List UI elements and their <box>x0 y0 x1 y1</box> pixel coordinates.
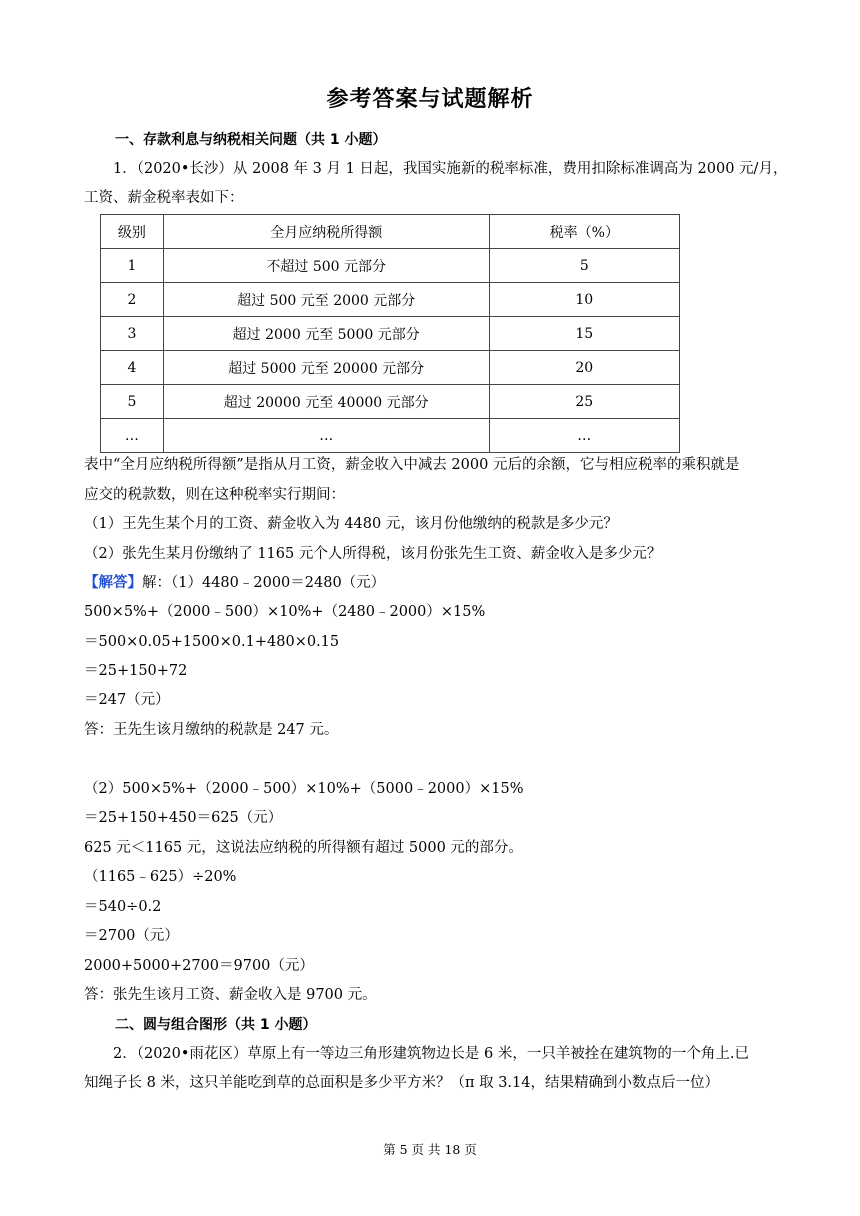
answer-line-8: ＝25+150+450＝625（元） <box>84 810 283 826</box>
table-cell: 3 <box>101 317 164 351</box>
table-cell: … <box>101 419 164 453</box>
table-row <box>101 385 680 419</box>
tax-rate-table <box>100 214 680 453</box>
table-cell: 5 <box>101 385 164 419</box>
answer-line-3: ＝500×0.05+1500×0.1+480×0.15 <box>84 634 340 650</box>
section-heading-2: 二、圆与组合图形（共 1 小题） <box>115 1017 317 1033</box>
section-heading-1: 一、存款利息与纳税相关问题（共 1 小题） <box>115 132 387 148</box>
answer-tag: 【解答】 <box>84 574 142 591</box>
answer-line-11: ＝540÷0.2 <box>84 899 162 915</box>
table-cell: 超过 20000 元至 40000 元部分 <box>163 385 489 419</box>
table-cell: 15 <box>489 317 679 351</box>
answer-line-5: ＝247（元） <box>84 692 170 708</box>
table-cell: 超过 2000 元至 5000 元部分 <box>163 317 489 351</box>
table-header-cell: 全月应纳税所得额 <box>163 215 489 249</box>
answer-line-12: ＝2700（元） <box>84 928 179 944</box>
page-title: 参考答案与试题解析 <box>326 87 534 112</box>
table-cell: 5 <box>489 249 679 283</box>
answer-line-10: （1165﹣625）÷20% <box>84 869 237 885</box>
table-cell: … <box>489 419 679 453</box>
table-row <box>101 283 680 317</box>
table-row <box>101 419 680 453</box>
answer-line-1 <box>84 573 385 593</box>
table-description-line-1: 表中“全月应纳税所得额”是指从月工资，薪金收入中减去 2000 元后的余额，它与相应税率的乘积就是 <box>84 457 740 473</box>
table-description-line-2: 应交的税款数，则在这种税率实行期间： <box>84 487 345 503</box>
table-cell: 2 <box>101 283 164 317</box>
table-cell: 超过 500 元至 2000 元部分 <box>163 283 489 317</box>
table-row <box>101 317 680 351</box>
page-footer: 第 5 页 共 18 页 <box>383 1142 477 1157</box>
sub-question-2: （2）张先生某月份缴纳了 1165 元个人所得税，该月份张先生工资、薪金收入是多少元？ <box>84 546 662 562</box>
answer-text: 解：（1）4480﹣2000＝2480（元） <box>142 575 386 591</box>
table-header-cell: 税率（%） <box>489 215 679 249</box>
question-2-line-1: 2．（2020•雨花区）草原上有一等边三角形建筑物边长是 6 米，一只羊被拴在建筑物的一个角上.已 <box>113 1046 749 1062</box>
question-1-line-1: 1．（2020•长沙）从 2008 年 3 月 1 日起，我国实施新的税率标准，费用扣除标准调高为 2000 元/月， <box>113 161 788 177</box>
table-cell: 超过 5000 元至 20000 元部分 <box>163 351 489 385</box>
table-cell: … <box>163 419 489 453</box>
table-row <box>101 249 680 283</box>
question-1-line-2: 工资、薪金税率表如下： <box>84 190 244 206</box>
table-cell: 10 <box>489 283 679 317</box>
table-header-row <box>101 215 680 249</box>
answer-line-2: 500×5%+（2000﹣500）×10%+（2480﹣2000）×15% <box>84 604 486 620</box>
answer-line-6: 答：王先生该月缴纳的税款是 247 元。 <box>84 722 339 738</box>
answer-line-4: ＝25+150+72 <box>84 663 188 679</box>
table-cell: 1 <box>101 249 164 283</box>
answer-line-14: 答：张先生该月工资、薪金收入是 9700 元。 <box>84 987 377 1003</box>
table-cell: 20 <box>489 351 679 385</box>
table-row <box>101 351 680 385</box>
answer-line-13: 2000+5000+2700＝9700（元） <box>84 958 314 974</box>
sub-question-1: （1）王先生某个月的工资、薪金收入为 4480 元，该月份他缴纳的税款是多少元？ <box>84 516 618 532</box>
table-cell: 4 <box>101 351 164 385</box>
table-cell: 不超过 500 元部分 <box>163 249 489 283</box>
answer-line-9: 625 元＜1165 元，这说法应纳税的所得额有超过 5000 元的部分。 <box>84 840 523 856</box>
table-header-cell: 级别 <box>101 215 164 249</box>
table-cell: 25 <box>489 385 679 419</box>
answer-line-7: （2）500×5%+（2000﹣500）×10%+（5000﹣2000）×15% <box>84 781 524 797</box>
question-2-line-2: 知绳子长 8 米，这只羊能吃到草的总面积是多少平方米？（π 取 3.14，结果精确到小数点后一位） <box>84 1075 719 1091</box>
